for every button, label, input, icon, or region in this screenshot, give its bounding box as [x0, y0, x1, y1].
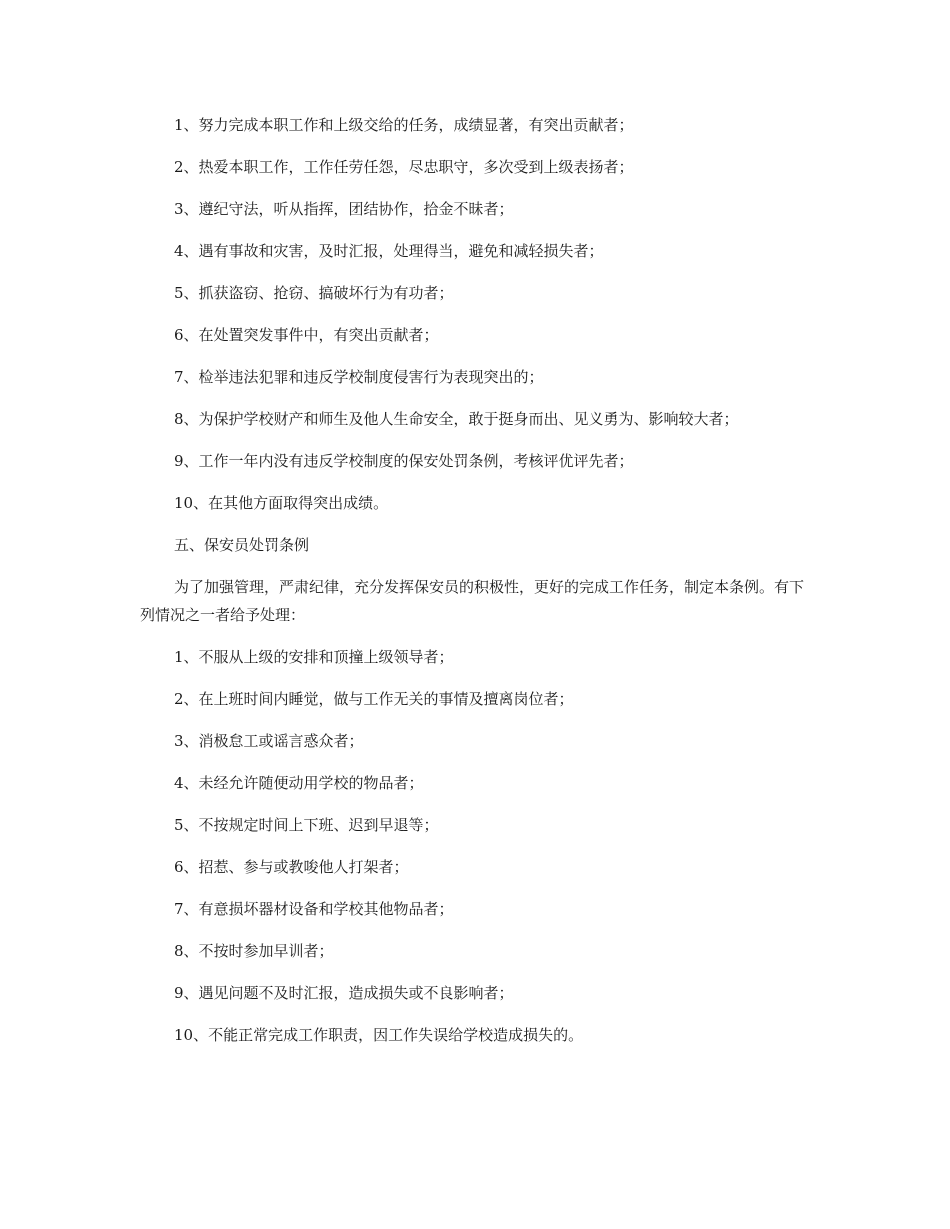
reward-item-8: 8、为保护学校财产和师生及他人生命安全，敢于挺身而出、见义勇为、影响较大者； — [174, 410, 739, 428]
penalty-item-9: 9、遇见问题不及时汇报，造成损失或不良影响者； — [174, 984, 514, 1002]
penalty-item-10: 10、不能正常完成工作职责，因工作失误给学校造成损失的。 — [174, 1026, 584, 1044]
penalty-item-3: 3、消极怠工或谣言惑众者； — [174, 732, 364, 750]
reward-item-5: 5、抓获盗窃、抢窃、搞破坏行为有功者； — [174, 284, 454, 302]
reward-item-7: 7、检举违法犯罪和违反学校制度侵害行为表现突出的； — [174, 368, 544, 386]
penalty-item-7: 7、有意损坏器材设备和学校其他物品者； — [174, 900, 454, 918]
penalty-item-8: 8、不按时参加早训者； — [174, 942, 334, 960]
penalty-item-2: 2、在上班时间内睡觉，做与工作无关的事情及擅离岗位者； — [174, 690, 574, 708]
penalty-item-6: 6、招惹、参与或教唆他人打架者； — [174, 858, 409, 876]
penalty-item-5: 5、不按规定时间上下班、迟到早退等； — [174, 816, 439, 834]
reward-item-1: 1、努力完成本职工作和上级交给的任务，成绩显著，有突出贡献者； — [174, 116, 634, 134]
intro-paragraph: 为了加强管理，严肃纪律，充分发挥保安员的积极性，更好的完成工作任务，制定本条例。有下列情况之一者给予处理： — [140, 578, 805, 624]
reward-item-6: 6、在处置突发事件中，有突出贡献者； — [174, 326, 439, 344]
reward-item-9: 9、工作一年内没有违反学校制度的保安处罚条例，考核评优评先者； — [174, 452, 634, 470]
reward-item-4: 4、遇有事故和灾害，及时汇报，处理得当，避免和减轻损失者； — [174, 242, 604, 260]
reward-item-10: 10、在其他方面取得突出成绩。 — [174, 494, 389, 512]
penalty-item-4: 4、未经允许随便动用学校的物品者； — [174, 774, 424, 792]
reward-item-3: 3、遵纪守法，听从指挥，团结协作，拾金不昧者； — [174, 200, 514, 218]
reward-item-2: 2、热爱本职工作，工作任劳任怨，尽忠职守，多次受到上级表扬者； — [174, 158, 634, 176]
section-heading: 五、保安员处罚条例 — [174, 536, 310, 554]
document-body — [140, 111, 810, 1063]
penalty-item-1: 1、不服从上级的安排和顶撞上级领导者； — [174, 648, 454, 666]
